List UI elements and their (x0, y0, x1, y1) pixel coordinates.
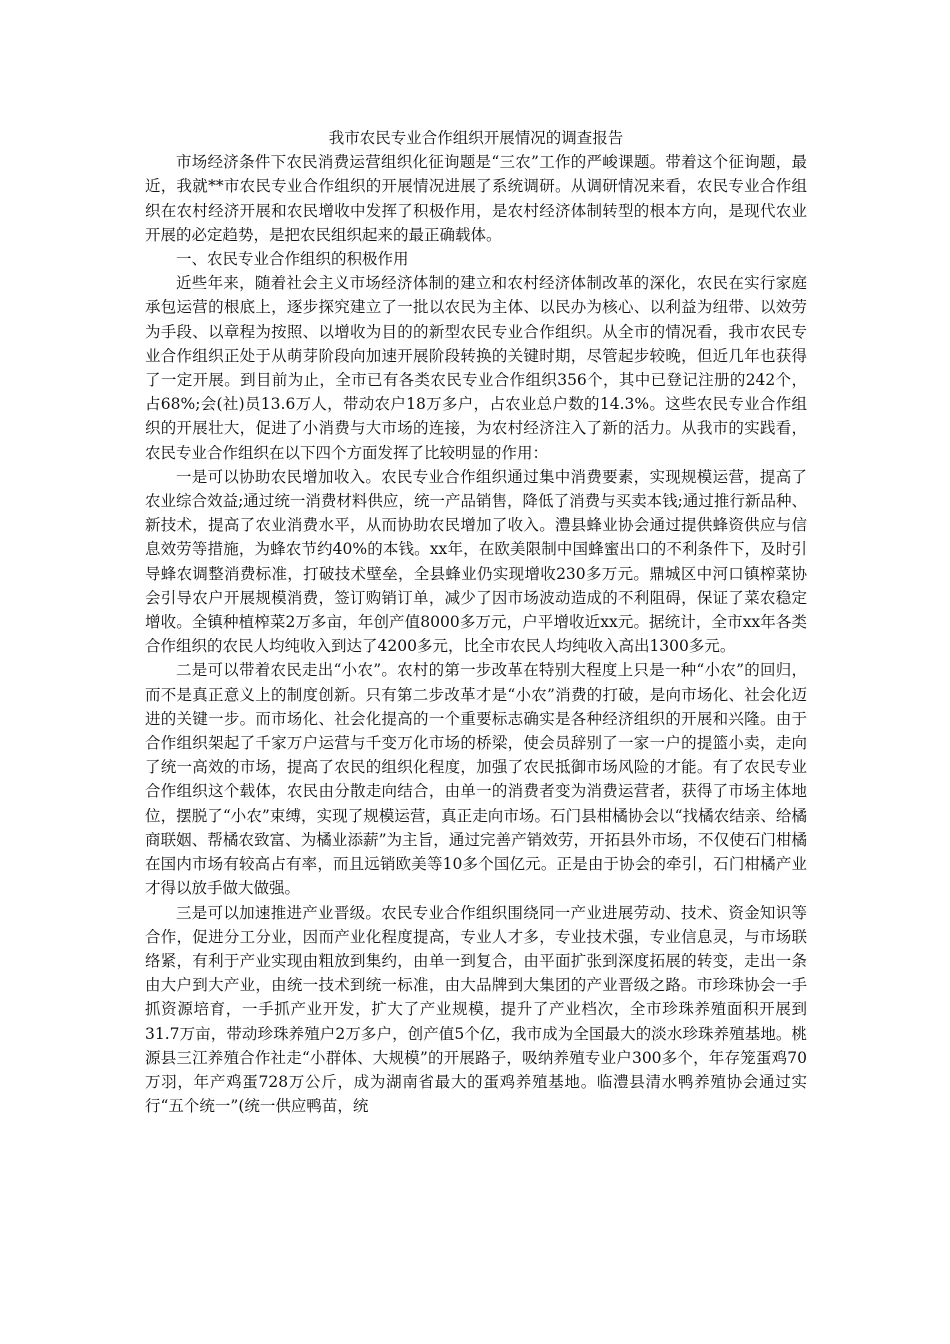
section-heading: 一、农民专业合作组织的积极作用 (176, 250, 409, 269)
document-title: 我市农民专业合作组织开展情况的调查报告 (328, 129, 624, 147)
point-two-paragraph: 二是可以带着农民走出“小农”。农村的第一步改革在特别大程度上只是一种“小农”的回归，而不是真正意义上的制度创新。只有第二步改革才是“小农”消费的打破，是向市场化、社会化迈进的关键一步。而市场化、社会化提高的一个重要标志确实是各种经济组织的开展和兴隆。由于合作组织架起了千家万户运营与千变万化市场的桥梁，使会员辞别了一家一户的提篮小卖，走向了统一高效的市场，提高了农民的组织化程度，加强了农民抵御市场风险的才能。有了农民专业合作组织这个载体，农民由分散走向结合，由单一的消费者变为消费运营者，获得了市场主体地位，摆脱了“小农”束缚，实现了规模运营，真正走向市场。石门县柑橘协会以“找橘农结亲、给橘商联姻、帮橘农致富、为橘业添薪”为主旨，通过完善产销效劳，开拓县外市场，不仅使石门柑橘在国内市场有较高占有率，而且远销欧美等10多个国亿元。正是由于协会的牵引，石门柑橘产业才得以放手做大做强。 (145, 661, 807, 898)
point-one-paragraph: 一是可以协助农民增加收入。农民专业合作组织通过集中消费要素，实现规模运营，提高了农业综合效益;通过统一消费材料供应，统一产品销售，降低了消费与买卖本钱;通过推行新品种、新技术，提高了农业消费水平，从而协助农民增加了收入。澧县蜂业协会通过提供蜂资供应与信息效劳等措施，为蜂农节约40%的本钱。xx年，在欧美限制中国蜂蜜出口的不利条件下，及时引导蜂农调整消费标准，打破技术壁垒，全县蜂业仍实现增收230多万元。鼎城区中河口镇榨菜协会引导农户开展规模消费，签订购销订单，减少了因市场波动造成的不利阻碍，保证了菜农稳定增收。全镇种植榨菜2万多亩，年创产值8000多万元，户平增收近xx元。据统计，全市xx年各类合作组织的农民人均纯收入到达了4200多元，比全市农民人均纯收入高出1300多元。 (145, 467, 807, 656)
document-page (145, 126, 807, 1118)
overview-paragraph: 近些年来，随着社会主义市场经济体制的建立和农村经济体制改革的深化，农民在实行家庭承包运营的根底上，逐步探究建立了一批以农民为主体、以民办为核心、以利益为纽带、以效劳为手段、以章程为按照、以增收为目的的新型农民专业合作组织。从全市的情况看，我市农民专业合作组织正处于从萌芽阶段向加速开展阶段转换的关键时期，尽管起步较晚，但近几年也获得了一定开展。到目前为止，全市已有各类农民专业合作组织356个，其中已登记注册的242个，占68%;会(社)员13.6万人，带动农户18万多户，占农业总户数的14.3%。这些农民专业合作组织的开展壮大，促进了小消费与大市场的连接，为农村经济注入了新的活力。从我市的实践看，农民专业合作组织在以下四个方面发挥了比较明显的作用： (145, 274, 807, 462)
intro-paragraph: 市场经济条件下农民消费运营组织化征询题是“三农”工作的严峻课题。带着这个征询题，最近，我就**市农民专业合作组织的开展情况进展了系统调研。从调研情况来看，农民专业合作组织在农村经济开展和农民增收中发挥了积极作用，是农村经济体制转型的根本方向，是现代农业开展的必定趋势，是把农民组织起来的最正确载体。 (145, 153, 807, 244)
point-three-paragraph: 三是可以加速推进产业晋级。农民专业合作组织围绕同一产业进展劳动、技术、资金知识等合作，促进分工分业，因而产业化程度提高，专业人才多，专业技术强，专业信息灵，与市场联络紧，有利于产业实现由粗放到集约，由单一到复合，由平面扩张到深度拓展的转变，走出一条由大户到大产业，由统一技术到统一标准，由大品牌到大集团的产业晋级之路。市珍珠协会一手抓资源培育，一手抓产业开发，扩大了产业规模，提升了产业档次，全市珍珠养殖面积开展到31.7万亩，带动珍珠养殖户2万多户，创产值5个亿，我市成为全国最大的淡水珍珠养殖基地。桃源县三江养殖合作社走“小群体、大规模”的开展路子，吸纳养殖专业户300多个，年存笼蛋鸡70万羽，年产鸡蛋728万公斤，成为湖南省最大的蛋鸡养殖基地。临澧县清水鸭养殖协会通过实行“五个统一”(统一供应鸭苗，统 (145, 903, 807, 1116)
